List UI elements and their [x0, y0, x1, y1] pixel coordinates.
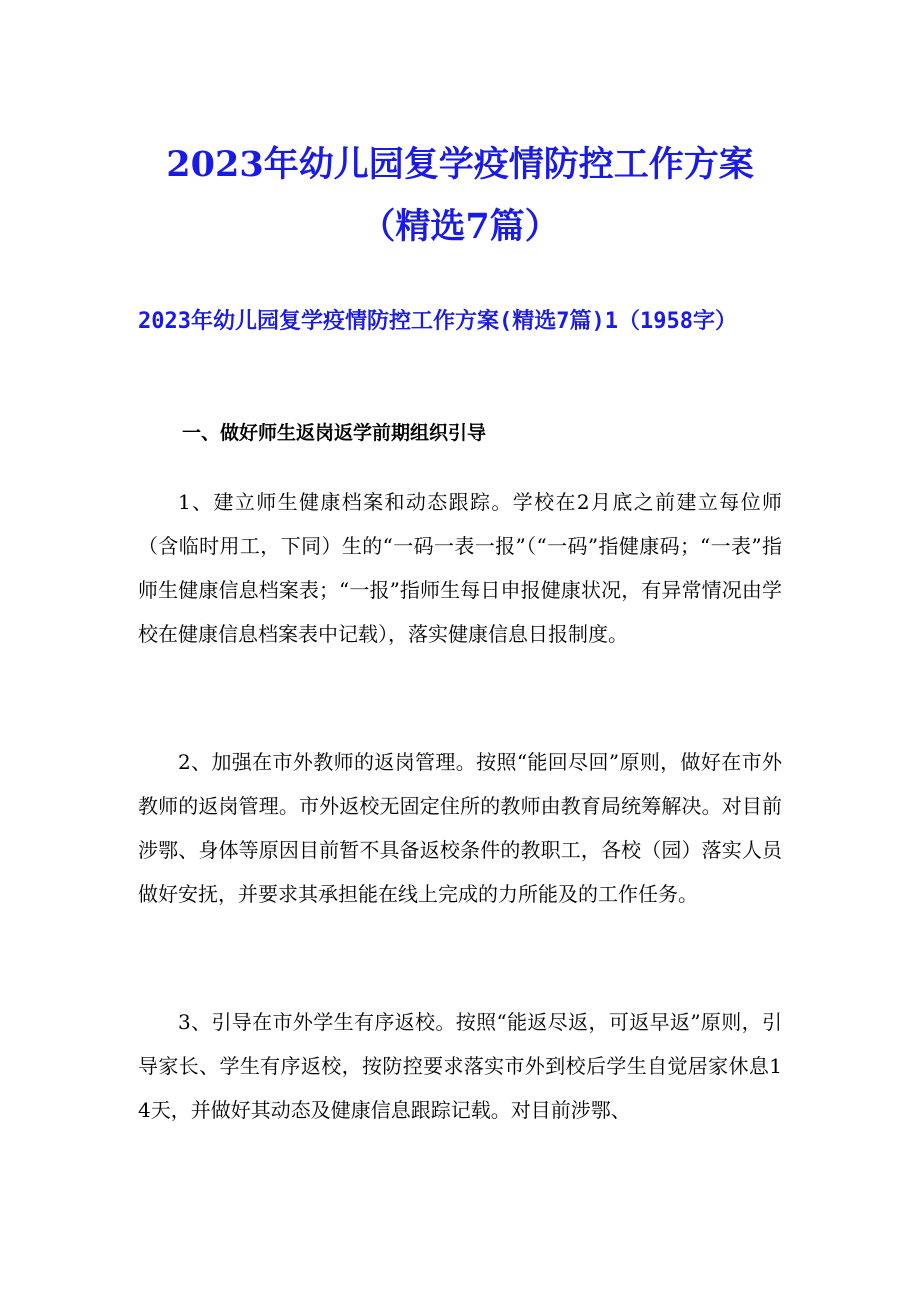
- paragraph-1: 1、建立师生健康档案和动态跟踪。学校在2月底之前建立每位师（含临时用工，下同）生的“一码一表一报”（“一码”指健康码；“一表”指师生健康信息档案表；“一报”指师生每日申报健康状况，有异常情况由学校在健康信息档案表中记载），落实健康信息日报制度。: [138, 490, 782, 646]
- paragraph-3: 3、引导在市外学生有序返校。按照“能返尽返，可返早返”原则，引导家长、学生有序返校，按防控要求落实市外到校后学生自觉居家休息14天，并做好其动态及健康信息跟踪记载。对目前涉鄂、: [138, 1010, 782, 1122]
- section-heading: 一、做好师生返岗返学前期组织引导: [182, 422, 487, 444]
- document-subtitle: 2023年幼儿园复学疫情防控工作方案(精选7篇)1（1958字）: [138, 309, 737, 334]
- paragraph-2: 2、加强在市外教师的返岗管理。按照“能回尽回”原则，做好在市外教师的返岗管理。市外返校无固定住所的教师由教育局统筹解决。对目前涉鄂、身体等原因目前暂不具备返校条件的教职工，各校（园）落实人员做好安抚，并要求其承担能在线上完成的力所能及的工作任务。: [138, 750, 782, 906]
- document-title: 2023年幼儿园复学疫情防控工作方案（精选7篇）: [166, 144, 754, 247]
